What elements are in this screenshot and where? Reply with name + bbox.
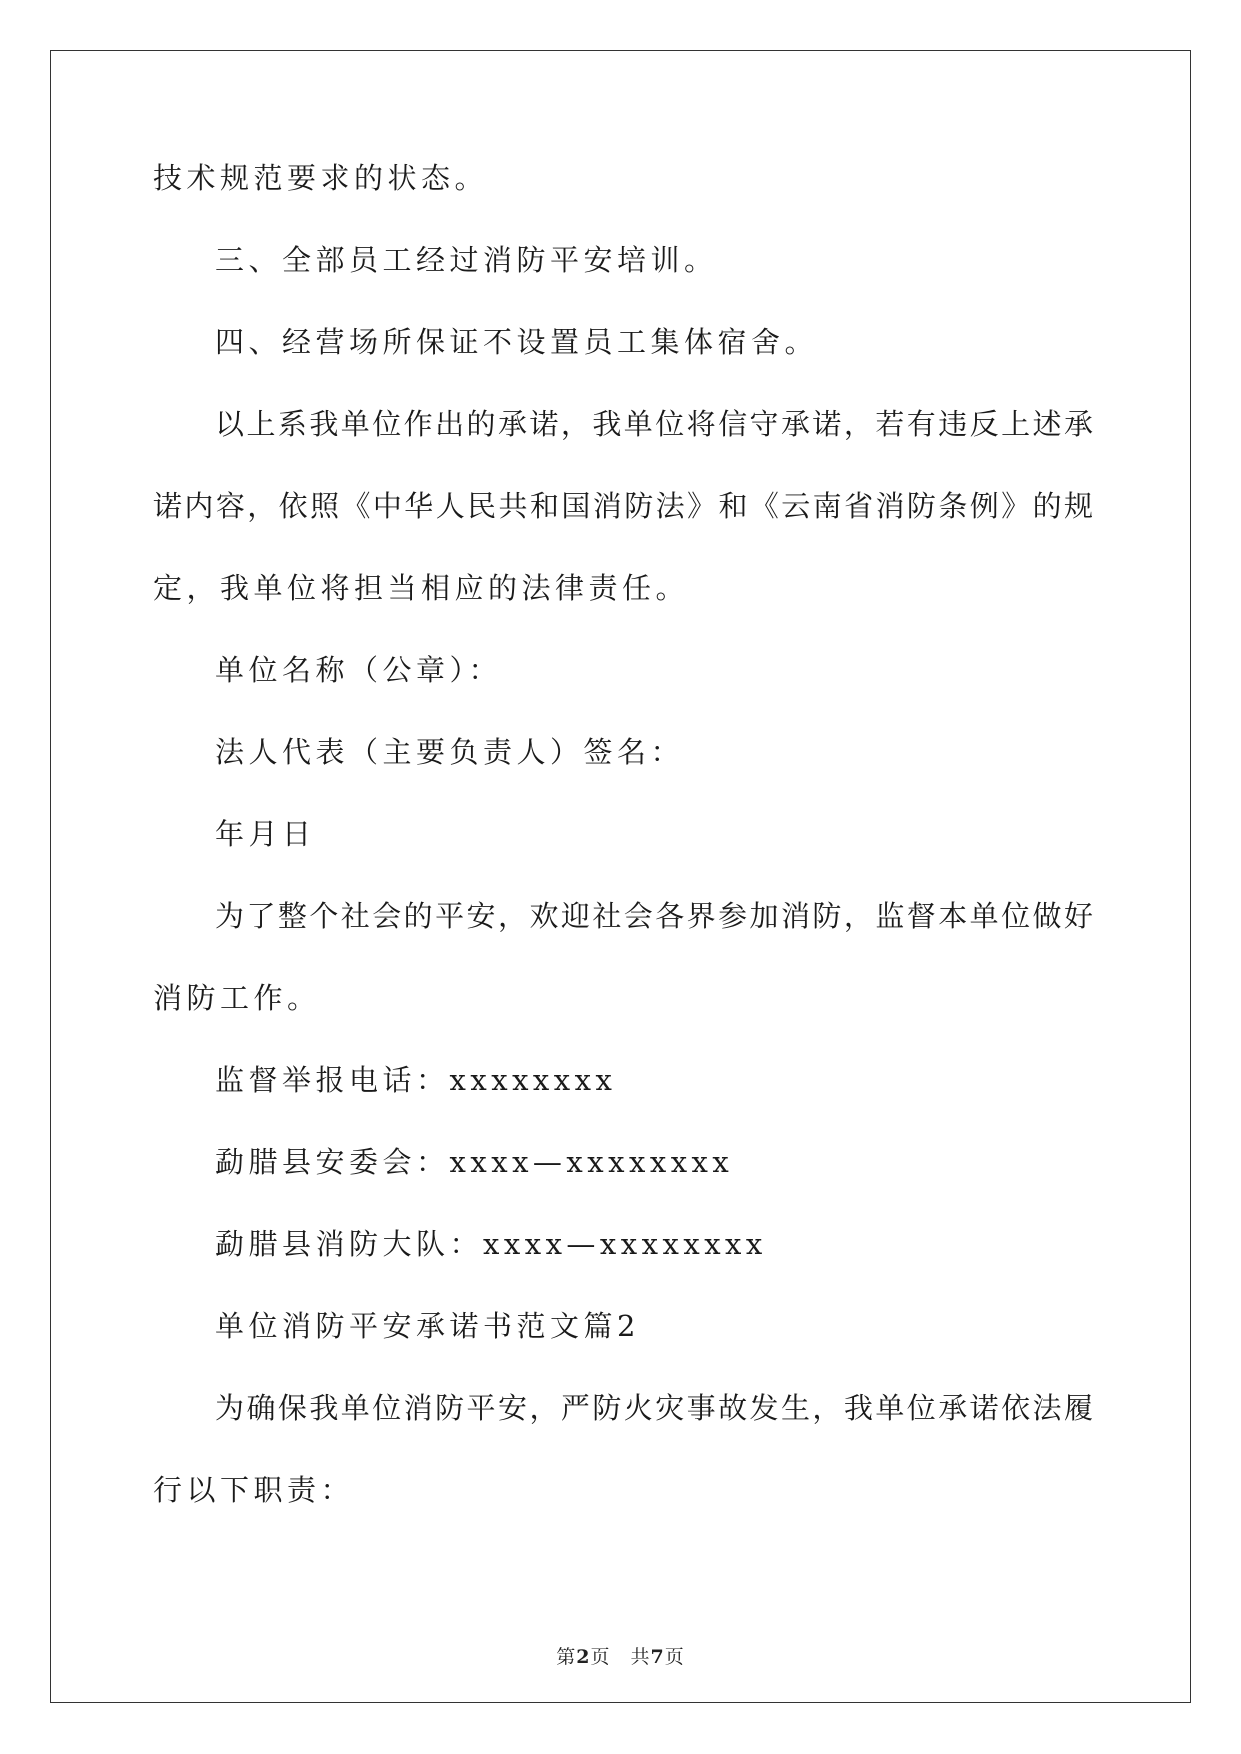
text-line: 年月日 xyxy=(215,817,316,851)
text-line: 为确保我单位消防平安，严防火灾事故发生，我单位承诺依法履 xyxy=(215,1391,1093,1425)
text-line: 以上系我单位作出的承诺，我单位将信守承诺，若有违反上述承 xyxy=(215,407,1093,441)
page-number-mid: 页 共 xyxy=(590,1646,651,1668)
page-number-prefix: 第 xyxy=(556,1646,577,1668)
text-line: 技术规范要求的状态。 xyxy=(153,161,489,195)
text-line: 诺内容，依照《中华人民共和国消防法》和《云南省消防条例》的规 xyxy=(153,489,1093,523)
text-line: 三、全部员工经过消防平安培训。 xyxy=(215,243,718,277)
text-line: 为了整个社会的平安，欢迎社会各界参加消防，监督本单位做好 xyxy=(215,899,1093,933)
total-page-number: 7 xyxy=(650,1646,665,1668)
text-line: 定，我单位将担当相应的法律责任。 xyxy=(153,571,690,605)
text-line: 勐腊县消防大队：xxxx—xxxxxxxx xyxy=(215,1227,767,1261)
page-number-suffix: 页 xyxy=(664,1646,685,1668)
text-line: 法人代表（主要负责人）签名： xyxy=(215,735,685,769)
current-page-number: 2 xyxy=(576,1646,591,1668)
section-heading: 单位消防平安承诺书范文篇2 xyxy=(215,1309,640,1343)
text-line: 消防工作。 xyxy=(153,981,321,1015)
text-line: 单位名称（公章）： xyxy=(215,653,503,687)
text-line: 行以下职责： xyxy=(153,1473,355,1507)
text-line: 勐腊县安委会：xxxx—xxxxxxxx xyxy=(215,1145,734,1179)
text-line: 四、经营场所保证不设置员工集体宿舍。 xyxy=(215,325,819,359)
page-border xyxy=(50,50,1191,1703)
page-footer xyxy=(0,1642,1241,1669)
text-line: 监督举报电话：xxxxxxxx xyxy=(215,1063,617,1097)
